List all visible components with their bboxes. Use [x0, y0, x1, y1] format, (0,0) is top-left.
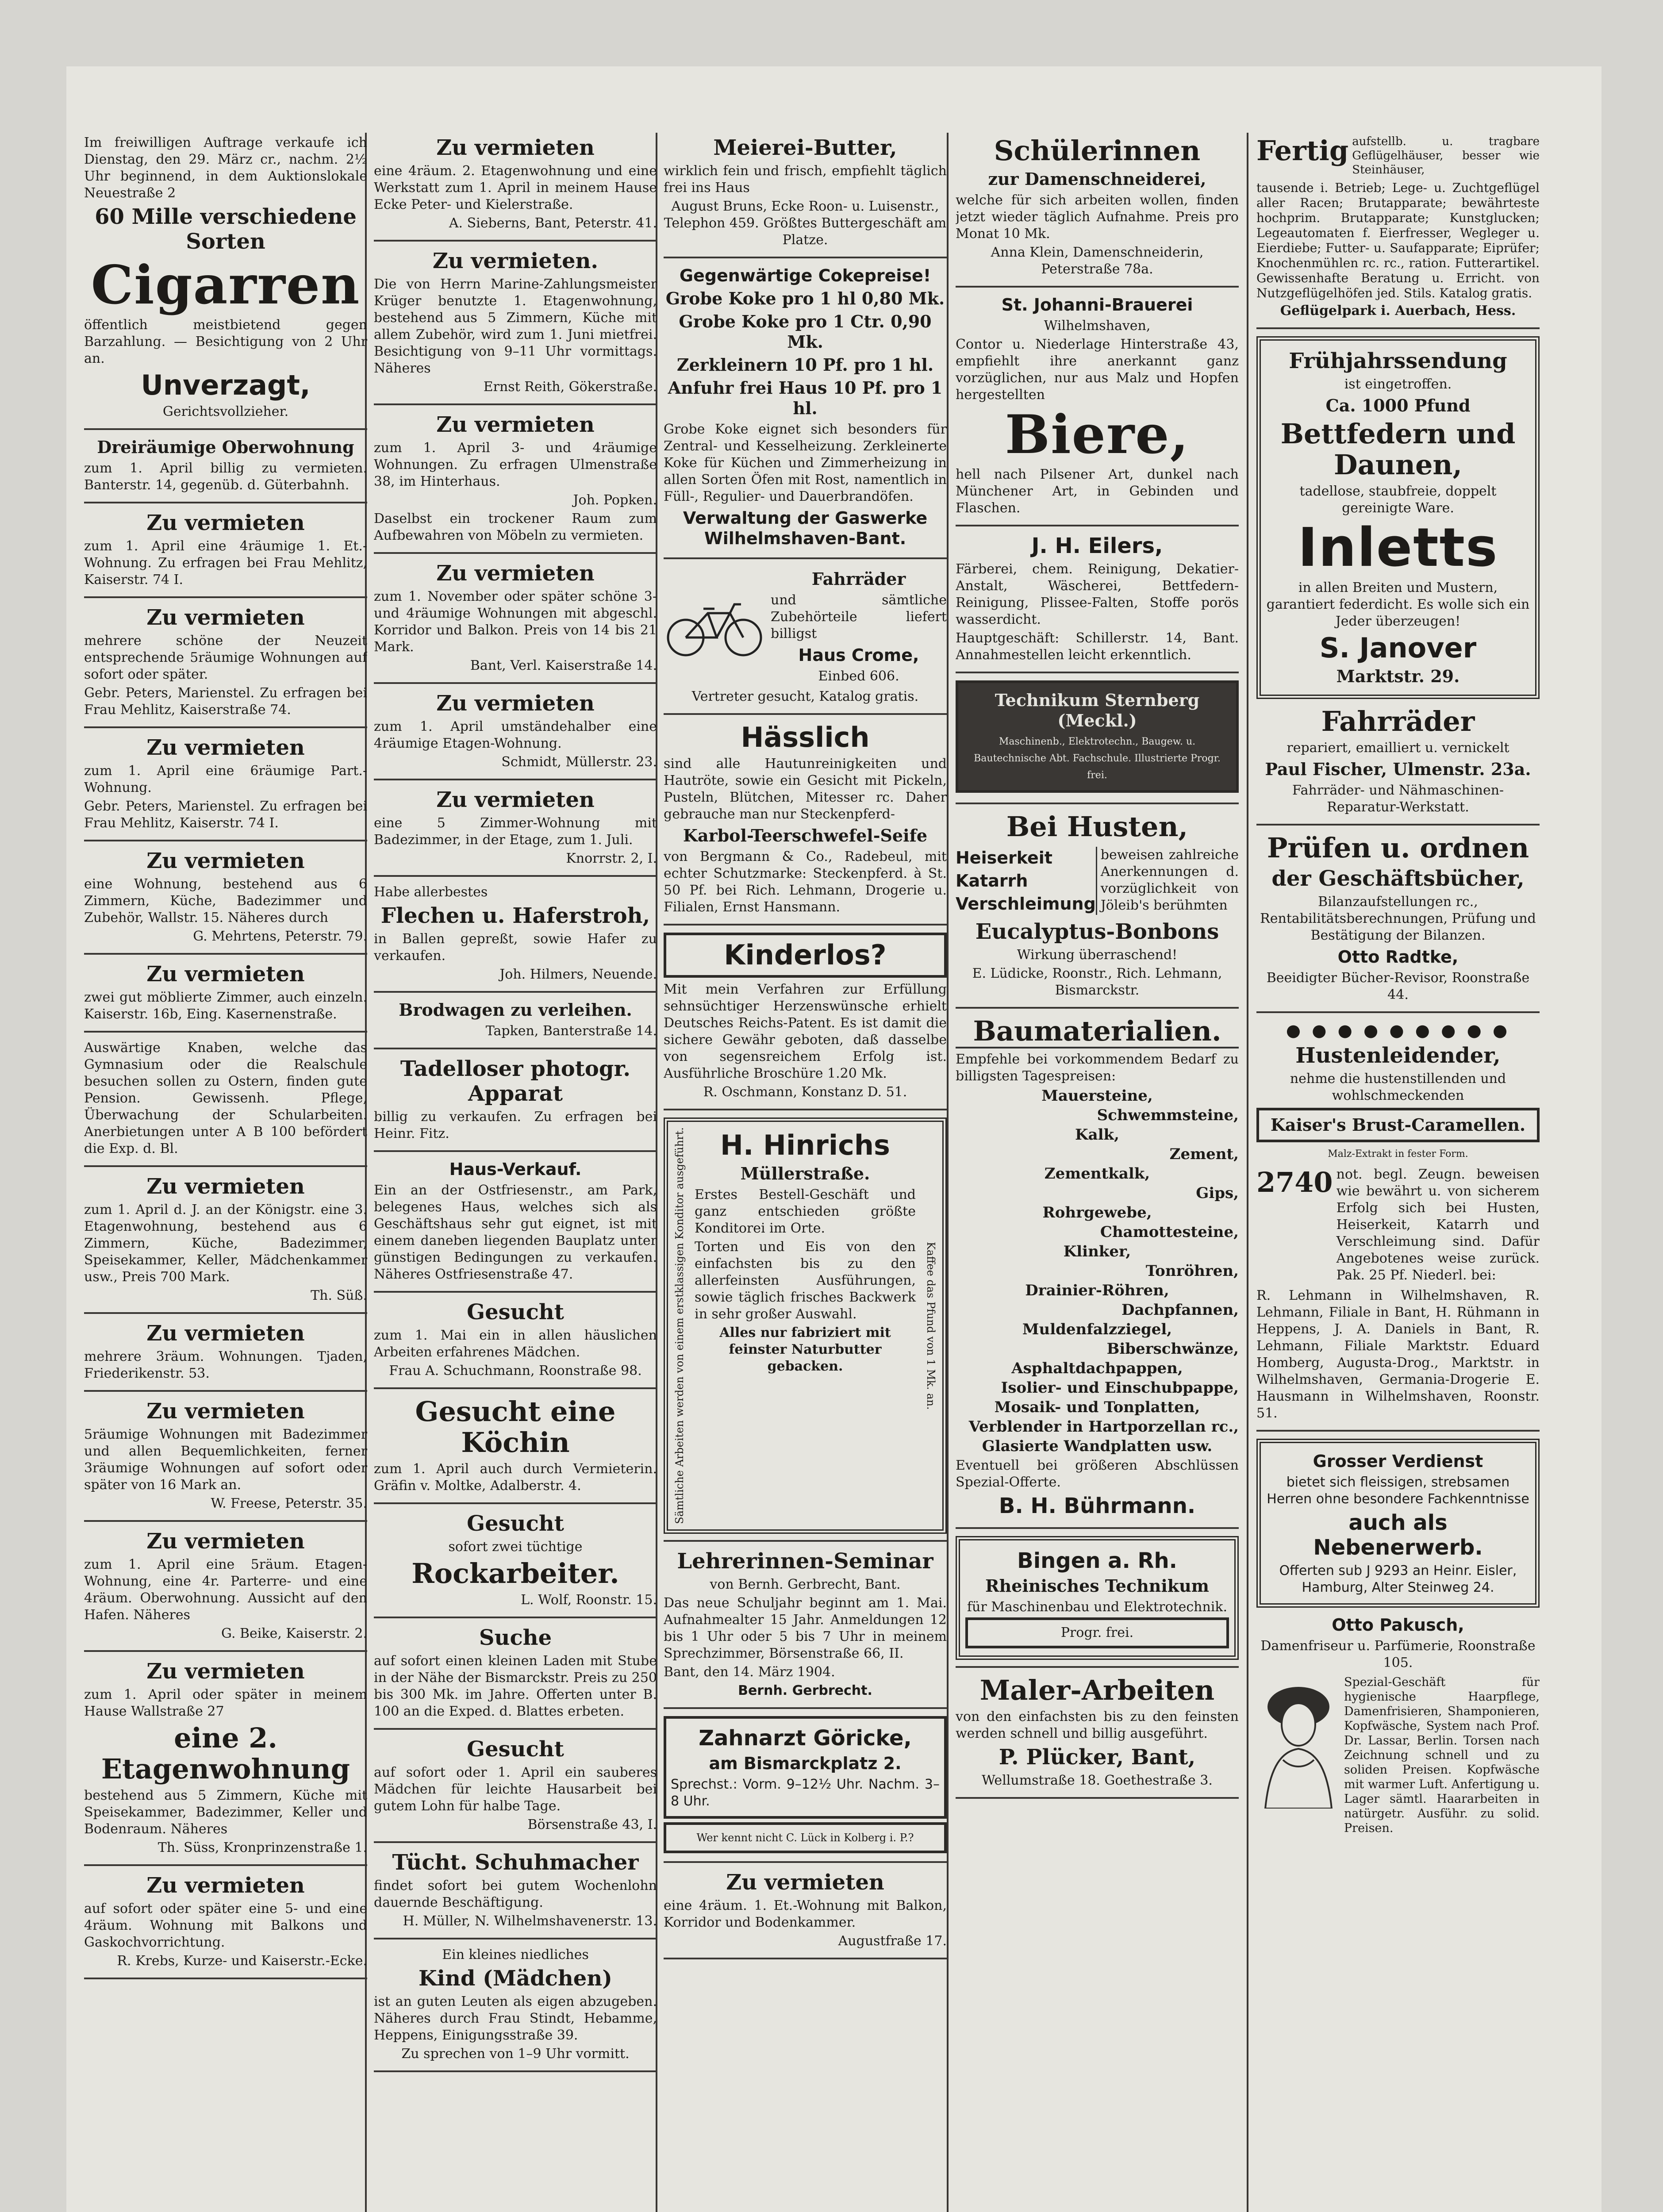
ad-text: Im freiwilligen Auftrage verkaufe ich Dienstag, den 29. März cr., nachm. 2½ Uhr beginnend, in dem Auktionslokale Neuestraße 2: [84, 135, 367, 201]
ad-address: Marktstr. 29.: [1336, 666, 1460, 686]
ad-signature: Knorrstr. 2, I.: [566, 851, 657, 866]
ad-text: tausende i. Betrieb; Lege- u. Zuchtgeflügel aller Racen; Brutapparate; bewährteste hochprim. Brutapparate; Kunstglucken; Legeautomaten f. Eierfresser, Wegleger u. Eierdiebe; Futter- u. Saufapparate; Eiprüfer; Knochenmühlen rc. rc., ration. Futterartikel. Gewissenhafte Beratung u. Erricht. von Nutzgeflügelhöfen jed. Stils. Katalog gratis.: [1256, 180, 1540, 300]
ad-headline: Lehrerinnen-Seminar: [677, 1548, 933, 1574]
column-4: [956, 133, 1239, 2212]
column-5: [1256, 133, 1540, 2212]
ad-text: zum 1. April eine 5räum. Etagen-Wohnung, eine 4r. Parterre- und eine 4räum. Oberwohnung. Aussicht auf den Hafen. Näheres: [84, 1557, 367, 1623]
material-item: Glasierte Wandplatten usw.: [982, 1437, 1213, 1455]
ad-text: mehrere schöne der Neuzeit entsprechende 5räumige Wohnungen auf sofort oder später.: [84, 633, 367, 682]
material-item: Rohrgewebe,: [1042, 1204, 1152, 1221]
testimonial-count: 2740: [1256, 1166, 1333, 1198]
ad-signature: Joh. Hilmers, Neuende.: [499, 967, 657, 982]
ad-text: auf sofort oder 1. April ein sauberes Mädchen für leichte Hausarbeit bei gutem Lohn für halbe Tage.: [374, 1765, 657, 1814]
ad-text: not. begl. Zeugn. beweisen wie bewährt u. von sicherem Erfolg sich bei Husten, Heiserkeit, Katarrh und Verschleimung sind. Dafür Angebotenes weise zurück. Pak. 25 Pf. Niederl. bei:: [1336, 1167, 1540, 1283]
gefluegel-head: [1256, 133, 1540, 179]
material-item: Schwemmsteine,: [1097, 1106, 1239, 1124]
ad-signature: P. Plücker, Bant,: [999, 1745, 1196, 1770]
ad-headline: Zu vermieten: [436, 412, 595, 437]
ad-wanted-cook: [374, 1396, 657, 1504]
ad-text: zum 1. November oder später schöne 3- und 4räumige Wohnungen mit abgeschl. Korridor und Balkon. Preis von 14 bis 21 Mark.: [374, 589, 657, 655]
ad-rental: [374, 412, 657, 554]
ad-signature: Bernh. Gerbrecht.: [738, 1682, 872, 1698]
column-rule: [947, 133, 949, 2212]
friseur-row: [1256, 1673, 1540, 1837]
ad-rental: [84, 1174, 367, 1314]
ad-rental: [84, 605, 367, 728]
ad-signature: Zu sprechen von 1–9 Uhr vormitt.: [401, 2046, 630, 2062]
ad-headline: Gesucht eine Köchin: [415, 1395, 616, 1459]
ad-child: [374, 1947, 657, 2072]
ad-text: Erstes Bestell-Geschäft und ganz entschieden größte Konditorei im Orte.: [695, 1187, 916, 1236]
ad-maler: [956, 1675, 1239, 1799]
ad-text: Ein kleines niedliches: [442, 1947, 589, 1962]
ad-headline: Zu vermieten: [146, 735, 305, 760]
column-1: [84, 133, 367, 2212]
ad-house-sale: [374, 1159, 657, 1293]
ad-headline: Zu vermieten: [146, 1529, 305, 1554]
ad-text: Torten und Eis von den einfachsten bis zu den allerfeinsten Ausführungen, sowie täglich frisches Backwerk in sehr großer Auswahl.: [695, 1239, 916, 1322]
ad-headline: Gesucht: [467, 1511, 564, 1536]
ad-text: Ein an der Ostfriesenstr., am Park, belegenes Haus, welches sich als Geschäftshaus sehr gut eignet, ist mit einem daneben liegenden Bauplatz unter günstigen Bedingungen zu verkaufen. Näheres Ostfriesenstraße 47.: [374, 1183, 657, 1282]
ad-subhead: Wilhelmshaven,: [1044, 318, 1151, 334]
side-text: Kaffee das Pfund von 1 Mk. an.: [925, 1241, 937, 1410]
price-line: Grobe Koke pro 1 hl 0,80 Mk.: [665, 288, 945, 308]
ad-headline: Otto Pakusch,: [1332, 1615, 1464, 1635]
ad-text: öffentlich meistbietend gegen Barzahlung. — Besichtigung von 2 Uhr an.: [84, 317, 367, 366]
ad-headline: Zu vermieten: [146, 1659, 305, 1684]
ad-text: Contor u. Niederlage Hinterstraße 43, empfiehlt ihre anerkannt ganz vorzüglichen, nur aus Malz und Hopfen hergestellten: [956, 337, 1239, 403]
ad-text: Eventuell bei größeren Abschlüssen Spezial-Offerte.: [956, 1458, 1239, 1490]
ad-headline: Fahrräder: [811, 569, 906, 589]
ad-text: in Ballen gepreßt, sowie Hafer zu verkaufen.: [374, 931, 657, 964]
ad-headline: Zu vermieten: [726, 1870, 884, 1895]
material-item: Asphaltdachpappen,: [1011, 1359, 1183, 1377]
ad-signature: Geflügelpark i. Auerbach, Hess.: [1280, 303, 1516, 319]
material-item: Dachpfannen,: [1121, 1301, 1239, 1319]
ad-text: Alles nur fabriziert mit feinster Naturbutter gebacken.: [719, 1325, 891, 1374]
husten-row: [956, 845, 1239, 917]
ad-signature: L. Wolf, Roonstr. 15.: [521, 1592, 657, 1608]
symptom: Verschleimung: [956, 894, 1096, 914]
ad-text: findet sofort bei gutem Wochenlohn dauernde Beschäftigung.: [374, 1878, 657, 1910]
ad-rental: [84, 1321, 367, 1392]
ad-pension: [84, 1040, 367, 1167]
ad-dentist: [664, 1716, 947, 1819]
ad-text: Wirkung überraschend!: [1017, 947, 1178, 963]
ad-shoemaker: [374, 1850, 657, 1939]
ad-butter: [664, 135, 947, 258]
ad-text: von Bergmann & Co., Radebeul, mit echter Schutzmarke: Steckenpferd. à St. 50 Pf. bei Rich. Lehmann, Drogerie u. Filialen, Ernst Hansmann.: [664, 849, 947, 915]
ad-text: Offerten sub J 9293 an Heinr. Eisler, Hamburg, Alter Steinweg 24.: [1279, 1563, 1517, 1595]
ad-signature: Bant, Verl. Kaiserstraße 14.: [470, 658, 657, 673]
ad-headline: Fertig: [1256, 134, 1349, 167]
ad-name: Paul Fischer, Ulmenstr. 23a.: [1265, 759, 1531, 779]
ad-signature: Anna Klein, Damenschneiderin, Peterstraße 78a.: [991, 245, 1204, 277]
ad-text: hell nach Pilsener Art, dunkel nach Münchener Art, in Gebinden und Flaschen.: [956, 467, 1239, 516]
material-item: Muldenfalzziegel,: [1022, 1321, 1172, 1338]
ad-headline: der Geschäftsbücher,: [1271, 866, 1525, 891]
ad-signature: Beeidigter Bücher-Revisor, Roonstraße 44.: [1266, 970, 1530, 1002]
ad-headline: Maler-Arbeiten: [979, 1674, 1215, 1706]
ad-text: Sprechst.: Vorm. 9–12½ Uhr. Nachm. 3–8 Uhr.: [671, 1776, 940, 1809]
ad-rental: [374, 787, 657, 877]
materials-list: [956, 1087, 1239, 1455]
ad-text: eine 4räum. 1. Et.-Wohnung mit Balkon, Korridor und Bodenkammer.: [664, 1897, 947, 1930]
ad-date: Bant, den 14. März 1904.: [664, 1664, 835, 1680]
ad-straw: [374, 884, 657, 993]
ad-headline: 60 Mille verschiedene Sorten: [95, 204, 357, 254]
ad-text: Mit mein Verfahren zur Erfüllung sehnsüchtiger Herzenswünsche erhielt Deutsches Reichs-Patent. Es ist damit die sichere Gewähr geboten, daß dasselbe von segensreichem Erfolg ist. Ausführliche Broschüre 1.20 Mk.: [664, 982, 947, 1081]
ad-signature: Gebr. Peters, Marienstel. Zu erfragen bei Frau Mehlitz, Kaiserstr. 74 I.: [84, 799, 367, 831]
ad-headline: Flechen u. Haferstroh,: [380, 903, 650, 928]
ad-headline-large: eine 2. Etagenwohnung: [101, 1722, 350, 1785]
ad-text: Grobe Koke eignet sich besonders für Zentral- und Kesselheizung. Zerkleinerte Koke für Küchen und Zimmerheizung in allen Sorten Öfen mit Rost, namentlich in Füll-, Regulier- und Dauerbrandöfen.: [664, 422, 947, 504]
ad-text: Färberei, chem. Reinigung, Dekatier-Anstalt, Wäscherei, Bettfedern-Reinigung, Plissee-Falten, Stoffe porös wasserdicht.: [956, 561, 1239, 627]
ad-text: und sämtliche Zubehörteile liefert billigst: [771, 592, 947, 641]
ad-text: aufstellb. u. tragbare Geflügelhäuser, besser wie Steinhäuser,: [1352, 135, 1540, 177]
ad-schneiderei: [956, 135, 1239, 288]
ad-text: billig zu verkaufen. Zu erfragen bei Heinr. Fitz.: [374, 1109, 657, 1141]
ad-text: Hauptgeschäft: Schillerstr. 14, Bant. Annahmestellen leicht erkenntlich.: [956, 630, 1239, 663]
ad-lueck: [664, 1822, 947, 1863]
ad-rental: [84, 1659, 367, 1866]
ad-kinderlos: [664, 933, 947, 1110]
ad-headline: J. H. Eilers,: [1031, 534, 1163, 558]
ad-rental: [664, 1870, 947, 1959]
ad-headline: Eucalyptus-Bonbons: [975, 919, 1219, 944]
ad-signature: G. Beike, Kaiserstr. 2.: [221, 1626, 367, 1641]
ad-baumaterialien: [956, 1016, 1239, 1529]
ad-headline: Hässlich: [741, 721, 870, 753]
material-item: Klinker,: [1063, 1243, 1131, 1260]
ad-text: bietet sich fleissigen, strebsamen Herren ohne besondere Fachkenntnisse: [1267, 1475, 1529, 1507]
material-item: Isolier- und Einschubpappe,: [1001, 1379, 1239, 1397]
ad-text: Habe allerbestes: [374, 884, 488, 900]
ad-text: mehrere 3räum. Wohnungen. Tjaden, Friederikenstr. 53.: [84, 1349, 367, 1381]
ad-text: eine 4räum. 2. Etagenwohnung und eine Werkstatt zum 1. April in meinem Hause Ecke Peter- und Kielerstraße.: [374, 163, 657, 212]
ad-technikum-bingen: [956, 1536, 1239, 1668]
lady-portrait-icon: [1256, 1676, 1340, 1809]
ad-name: Haus Crome,: [798, 645, 919, 665]
ad-rental: [84, 511, 367, 598]
ad-headline: St. Johanni-Brauerei: [1001, 295, 1193, 315]
ad-signature: Unverzagt,: [141, 369, 311, 401]
ad-signature: Gebr. Peters, Marienstel. Zu erfragen bei Frau Mehlitz, Kaiserstraße 74.: [84, 685, 367, 718]
ad-text: Die von Herrn Marine-Zahlungsmeister Krüger benutzte 1. Etagenwohnung, bestehend aus 5 Zimmern, Küche mit allem Zubehör, wird zum 1. Juni mietfrei. Besichtigung von 9–11 Uhr vormittags. Näheres: [374, 276, 657, 376]
ad-subhead: von Bernh. Gerbrecht, Bant.: [710, 1576, 901, 1592]
ad-konditorei: [664, 1118, 947, 1542]
ad-name: Otto Radtke,: [1337, 947, 1459, 967]
ad-signature: Börsenstraße 43, I.: [527, 1817, 657, 1832]
ad-headline: Gesucht: [467, 1300, 564, 1325]
ad-friseur: [1256, 1615, 1540, 1843]
material-item: Drainier-Röhren,: [1025, 1282, 1169, 1299]
ad-headline: auch als Nebenerwerb.: [1313, 1510, 1483, 1560]
ad-text: von den einfachsten bis zu den feinsten werden schnell und billig ausgeführt.: [956, 1709, 1239, 1741]
ad-headline: Zu vermieten: [436, 691, 595, 716]
ad-rental: [84, 1873, 367, 1979]
ad-wanted: [374, 1511, 657, 1618]
ad-text: ist eingetroffen.: [1344, 376, 1452, 392]
ad-signature: Augustfraße 17.: [838, 1933, 947, 1949]
ad-text: beweisen zahlreiche Anerkennungen d. vorzüglichkeit von Jöleib's berühmten: [1096, 847, 1239, 915]
ad-text: Auswärtige Knaben, welche das Gymnasium oder die Realschule besuchen sollen zu Ostern, finden gute Pension. Gewissenh. Pflege, Überwachung der Schularbeiten. Anerbietungen unter A B 100 befördert die Exp. d. Bl.: [84, 1040, 367, 1156]
ad-headline-large: Biere,: [1005, 403, 1190, 466]
ad-headline: Frühjahrssendung: [1289, 349, 1507, 373]
ad-buchrevisor: [1256, 833, 1540, 1013]
ad-text: wirklich fein und frisch, empfiehlt täglich frei ins Haus: [664, 163, 947, 196]
ad-text: nehme die hustenstillenden und wohlschmeckenden: [1290, 1071, 1506, 1103]
ad-text: sofort zwei tüchtige: [448, 1539, 583, 1555]
ad-text: Bilanzaufstellungen rc., Rentabilitätsberechnungen, Prüfung und Bestätigung der Bilanzen.: [1260, 894, 1536, 943]
ad-text: Fahrräder- und Nähmaschinen-Reparatur-Werkstatt.: [1292, 783, 1504, 815]
ad-text: zum 1. Mai ein in allen häuslichen Arbeiten erfahrenes Mädchen.: [374, 1328, 657, 1360]
material-item: Mauersteine,: [1041, 1087, 1153, 1105]
ad-signature: August Bruns, Ecke Roon- u. Luisenstr., Telephon 459. Größtes Buttergeschäft am Platze.: [664, 199, 947, 248]
ad-text: in allen Breiten und Mustern, garantiert federdicht. Es wolle sich ein Jeder überzeugen!: [1266, 580, 1530, 629]
column-3: [664, 133, 947, 2212]
ad-text: eine Wohnung, bestehend aus 6 Zimmern, Küche, Badezimmer und Zubehör, Wallstr. 15. Näheres durch: [84, 876, 367, 926]
ad-headline: Zu vermieten: [146, 962, 305, 987]
ad-signature: R. Oschmann, Konstanz D. 51.: [703, 1084, 907, 1100]
ad-signature: G. Mehrtens, Peterstr. 79.: [193, 929, 367, 944]
ad-bettfedern: [1256, 336, 1540, 699]
ad-headline: Kind (Mädchen): [419, 1966, 612, 1991]
ad-text: zum 1. April oder später in meinem Hause Wallstraße 27: [84, 1687, 367, 1719]
ad-signature: W. Freese, Peterstr. 35.: [211, 1496, 367, 1511]
ad-signature: Frau A. Schuchmann, Roonstraße 98.: [389, 1363, 642, 1379]
ad-role: Gerichtsvollzieher.: [162, 404, 289, 419]
ad-camera: [374, 1056, 657, 1152]
bicycle-row: [664, 566, 947, 687]
ad-seminar: [664, 1549, 947, 1709]
bingen-frame: [956, 1536, 1239, 1660]
material-item: Verblender in Hartporzellan rc.,: [968, 1418, 1239, 1436]
ad-headline: Zu vermieten: [146, 849, 305, 873]
ad-signature: Th. Süß.: [311, 1288, 367, 1303]
ad-headline: Zu vermieten: [146, 605, 305, 630]
symptom: Katarrh: [956, 871, 1028, 891]
ad-headline: Haus-Verkauf.: [449, 1160, 582, 1179]
ad-address: Einbed 606.: [818, 668, 899, 684]
ad-rental: [84, 1529, 367, 1652]
ad-text: zum 1. April d. J. an der Königstr. eine 3. Etagenwohnung, bestehend aus 6 Zimmern, Küche, Badezimmer, Speisekammer, Keller, Mädchenkammer usw., Preis 700 Mark.: [84, 1202, 367, 1285]
ad-text: repariert, emailliert u. vernickelt: [1287, 740, 1509, 756]
ad-headline: Technikum Sternberg (Meckl.): [995, 690, 1200, 730]
ad-text: zum 1. April billig zu vermieten. Banterstr. 14, gegenüb. d. Güterbahnh.: [84, 461, 367, 493]
ad-gefluegel: [1256, 133, 1540, 329]
ad-headline: Zu vermieten.: [432, 249, 599, 273]
material-item: Zementkalk,: [1044, 1165, 1150, 1183]
ad-headline-large: Cigarren: [91, 254, 361, 316]
ad-headline: Zahnarzt Göricke,: [699, 1725, 912, 1751]
ad-subhead: am Bismarckplatz 2.: [709, 1753, 902, 1773]
ad-headline: Tadelloser photogr. Apparat: [400, 1056, 631, 1106]
ad-subhead: zur Damenschneiderei,: [988, 169, 1206, 189]
technikum-banner: [956, 680, 1239, 793]
ad-headline: Zu vermieten: [436, 561, 595, 586]
ad-fahrraeder-repair: [1256, 706, 1540, 826]
price-line: Zerkleinern 10 Pf. pro 1 hl.: [676, 355, 934, 375]
ad-headline: Zu vermieten: [146, 1174, 305, 1199]
ad-subhead: Rheinisches Technikum: [985, 1576, 1209, 1596]
ad-headline: Kinderlos?: [664, 933, 947, 978]
ad-headline: Schülerinnen: [994, 134, 1201, 167]
ad-headline: Meierei-Butter,: [713, 135, 897, 160]
ad-signature: Tapken, Banterstraße 14.: [485, 1023, 657, 1039]
material-item: Biberschwänze,: [1106, 1340, 1239, 1358]
ad-technikum-sternberg: [956, 680, 1239, 804]
ad-faerberei: [956, 534, 1239, 673]
ad-text: zum 1. April eine 6räumige Part.-Wohnung.: [84, 763, 367, 795]
bicycle-icon: [664, 595, 765, 657]
material-item: Zement,: [1169, 1145, 1239, 1163]
ad-rental: [374, 691, 657, 780]
ad-headline: Gesucht: [467, 1737, 564, 1762]
ad-headline: Tücht. Schuhmacher: [392, 1850, 639, 1875]
ad-subhead: Malz-Extrakt in fester Form.: [1328, 1148, 1468, 1160]
material-item: Mosaik- und Tonplatten,: [994, 1398, 1200, 1416]
konditorei-frame: [664, 1118, 947, 1534]
ad-rental: [374, 561, 657, 684]
ad-text: 5räumige Wohnungen mit Badezimmer und allen Bequemlichkeiten, ferner 3räumige Wohnungen auf sofort oder später von 16 Mark an.: [84, 1427, 367, 1493]
ad-headline: Zu vermieten: [436, 135, 595, 160]
ad-signature: E. Lüdicke, Roonstr., Rich. Lehmann, Bismarckstr.: [972, 966, 1222, 998]
ad-headline: Suche: [479, 1625, 552, 1650]
ad-text: zum 1. April eine 4räumige 1. Et.-Wohnung. Zu erfragen bei Frau Mehlitz, Kaiserstr. 74 I.: [84, 538, 367, 588]
ad-text: zum 1. April 3- und 4räumige Wohnungen. Zu erfragen Ulmenstraße 38, im Hinterhaus.: [374, 440, 657, 489]
ad-brauerei: [956, 295, 1239, 526]
ad-headline: Brodwagen zu verleihen.: [399, 1000, 632, 1020]
ad-headline: Zu vermieten: [146, 1873, 305, 1898]
ad-headline: Zu vermieten: [146, 1321, 305, 1346]
ad-signature: Joh. Popken.: [573, 492, 657, 508]
ad-text: zum 1. April umständehalber eine 4räumige Etagen-Wohnung.: [374, 719, 657, 751]
ad-signature: Th. Süss, Kronprinzenstraße 1.: [157, 1840, 367, 1855]
ad-headline: Dreiräumige Oberwohnung: [97, 437, 354, 457]
ad-brodwagen: [374, 1000, 657, 1049]
ad-text: eine 5 Zimmer-Wohnung mit Badezimmer, in der Etage, zum 1. Juli.: [374, 815, 657, 848]
ad-signature: Vertreter gesucht, Katalog gratis.: [691, 689, 919, 704]
ad-rental: [374, 249, 657, 405]
ad-signature: Ernst Reith, Gökerstraße.: [483, 379, 657, 395]
ad-coke-prices: [664, 265, 947, 559]
ad-rental: [84, 849, 367, 955]
material-item: Kalk,: [1075, 1126, 1119, 1144]
ad-signature: H. Müller, N. Wilhelmshavenerstr. 13.: [403, 1913, 657, 1929]
ad-text: ist an guten Leuten als eigen abzugeben. Näheres durch Frau Stindt, Hebamme, Heppens, Einigungsstraße 39.: [374, 1994, 657, 2043]
material-item: Tonröhren,: [1145, 1262, 1239, 1280]
ad-headline: Zu vermieten: [146, 1399, 305, 1424]
ad-headline: Prüfen u. ordnen: [1267, 832, 1529, 864]
ad-cigarren-auction: [84, 134, 367, 430]
ad-signature: B. H. Bührmann.: [999, 1494, 1196, 1518]
ad-text: Daselbst ein trockener Raum zum Aufbewahren von Möbeln zu vermieten.: [374, 511, 657, 543]
ad-text: zum 1. April auch durch Vermieterin. Gräfin v. Moltke, Adalberstr. 4.: [374, 1461, 657, 1494]
ad-text: welche für sich arbeiten wollen, finden jetzt wieder täglich Aufnahme. Preis pro Monat 10 Mk.: [956, 192, 1239, 242]
ad-wanted: [374, 1300, 657, 1389]
ad-bicycles: [664, 566, 947, 715]
ad-name: S. Janover: [1319, 632, 1477, 664]
ad-address: Wellumstraße 18. Goethestraße 3.: [982, 1773, 1213, 1788]
ad-text: Wer kennt nicht C. Lück in Kolberg i. P.?: [664, 1822, 947, 1853]
symptom: Heiserkeit: [956, 848, 1052, 868]
ad-husten: [956, 811, 1239, 1009]
ad-rental: [84, 962, 367, 1033]
ad-search-shop: [374, 1625, 657, 1730]
ad-rental: [84, 1399, 367, 1522]
ad-headline: Kaiser's Brust-Caramellen.: [1256, 1108, 1540, 1142]
material-item: Gips,: [1196, 1184, 1239, 1202]
ad-headline: Bei Husten,: [1006, 810, 1188, 843]
ad-subhead: Damenfriseur u. Parfümerie, Roonstraße 105.: [1260, 1638, 1536, 1671]
ad-headline: Baumaterialien.: [956, 1016, 1239, 1048]
ad-wanted: [374, 1737, 657, 1843]
program-badge: Progr. frei.: [965, 1617, 1229, 1648]
ad-soap: [664, 722, 947, 926]
ad-verdienst: [1256, 1439, 1540, 1608]
ad-subhead: Ca. 1000 Pfund: [1325, 396, 1471, 415]
ad-headline: Zu vermieten: [146, 511, 305, 535]
ad-headline: Hustenleidender,: [1295, 1043, 1501, 1068]
ad-text: sind alle Hautunreinigkeiten und Hautröte, sowie ein Gesicht mit Pickeln, Pusteln, Blütchen, Mitesser rc. Daher gebrauche man nur Steckenpferd-: [664, 756, 947, 822]
ad-subhead: Müllerstraße.: [740, 1164, 870, 1183]
ad-text: zwei gut möblierte Zimmer, auch einzeln. Kaiserstr. 16b, Eing. Kasernenstraße.: [84, 990, 367, 1022]
ad-headline: Gegenwärtige Cokepreise!: [679, 266, 931, 285]
ad-signature: Verwaltung der Gaswerke Wilhelmshaven-Bant.: [683, 508, 928, 548]
ad-rental: [84, 735, 367, 841]
dot-row: ● ● ● ● ● ● ● ● ●: [1286, 1020, 1510, 1040]
ad-headline-large: Inletts: [1298, 517, 1498, 579]
price-line: Anfuhr frei Haus 10 Pf. pro 1 hl.: [668, 378, 943, 418]
ad-headline: Bingen a. Rh.: [1017, 1548, 1177, 1573]
ad-headline: Fahrräder: [1321, 705, 1475, 737]
ad-signature: Schmidt, Müllerstr. 23.: [501, 754, 657, 770]
ad-text: Maschinenb., Elektrotechn., Baugew. u. Bautechnische Abt. Fachschule. Illustrierte Progr. frei.: [974, 736, 1221, 781]
ad-headline-large: Rockarbeiter.: [411, 1557, 619, 1590]
ad-headline-large: Bettfedern und Daunen,: [1280, 418, 1516, 481]
price-line: Grobe Koke pro 1 Ctr. 0,90 Mk.: [679, 311, 932, 352]
ad-text: bestehend aus 5 Zimmern, Küche mit Speisekammer, Badezimmer, Keller und Bodenraum. Näheres: [84, 1788, 367, 1837]
ad-text: Spezial-Geschäft für hygienische Haarpflege, Damenfrisieren, Shamponieren, Kopfwäsche, System nach Prof. Dr. Lassar, Berlin. Torsen nach Zeichnung schnell und zu soliden Preisen. Kopfwäsche mit warmer Luft. Anfertigung u. Lager sämtl. Haararbeiten in natürgetr. Ausführ. zu solid. Preisen.: [1344, 1675, 1540, 1835]
column-2: [374, 133, 657, 2212]
ad-text: auf sofort einen kleinen Laden mit Stube in der Nähe der Bismarckstr. Preis zu 250 bis 300 Mk. im Jahre. Offerten unter B. 100 an die Exped. d. Blattes erbeten.: [374, 1653, 657, 1719]
ad-headline: Karbol-Teerschwefel-Seife: [683, 826, 928, 845]
ad-headline: Zu vermieten: [436, 787, 595, 812]
side-text: Sämtliche Arbeiten werden von einem erstklassigen Konditor ausgeführt.: [673, 1127, 686, 1524]
caramellen-row: [1256, 1164, 1540, 1286]
column-rule: [1247, 133, 1248, 2212]
material-item: Chamottesteine,: [1100, 1223, 1239, 1241]
ad-signature: A. Sieberns, Bant, Peterstr. 41.: [449, 215, 657, 231]
ad-text: Empfehle bei vorkommendem Bedarf zu billigsten Tagespreisen:: [956, 1052, 1239, 1084]
ad-text: Das neue Schuljahr beginnt am 1. Mai. Aufnahmealter 15 Jahr. Anmeldungen 12 bis 1 Uhr oder 5 bis 7 Uhr in meinem Sprechzimmer, Börsenstraße 66, II.: [664, 1595, 947, 1661]
ad-text: R. Lehmann in Wilhelmshaven, R. Lehmann, Filiale in Bant, H. Rühmann in Heppens, J. A. Daniels in Bant, R. Lehmann, Filiale Marktstr. Eduard Homberg, Augusta-Drog., Marktstr. in Wilhelmshaven, Germania-Drogerie E. Hausmann in Wilhelmshaven, Roonstr. 51.: [1256, 1288, 1540, 1421]
ad-oberwohnung: [84, 437, 367, 503]
ad-caramellen: [1256, 1020, 1540, 1432]
ad-text: auf sofort oder später eine 5- und eine 4räum. Wohnung mit Balkons und Gaskochvorrichtung.: [84, 1901, 367, 1950]
ad-headline: Grosser Verdienst: [1313, 1452, 1483, 1471]
ad-signature: R. Krebs, Kurze- und Kaiserstr.-Ecke.: [117, 1953, 367, 1969]
ad-text: für Maschinenbau und Elektrotechnik.: [967, 1599, 1228, 1615]
ad-headline: H. Hinrichs: [720, 1129, 890, 1161]
ad-text: tadellose, staubfreie, doppelt gereinigte Ware.: [1299, 484, 1497, 516]
ad-rental: [374, 135, 657, 242]
